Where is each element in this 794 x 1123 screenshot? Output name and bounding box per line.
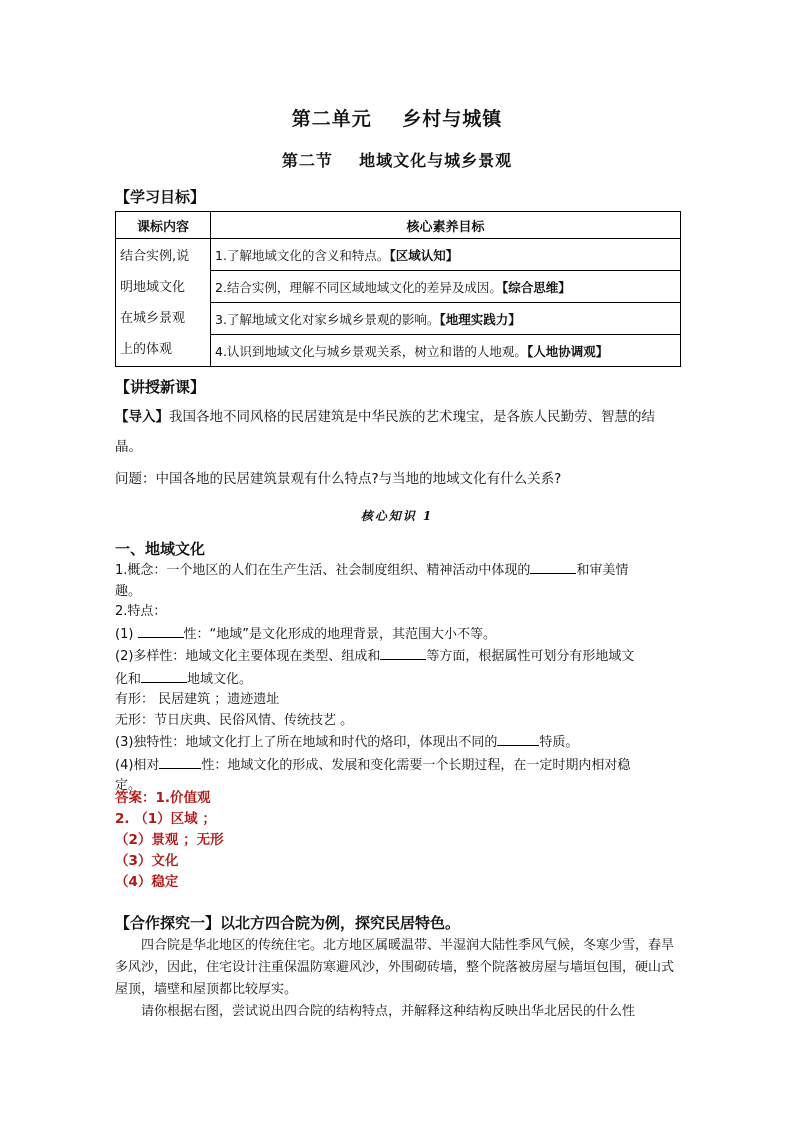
blank-line (530, 559, 576, 574)
objective-text: 1.了解地域文化的含义和特点。 (215, 247, 390, 263)
question-text: 问题：中国各地的民居建筑景观有什么特点?与当地的地域文化有什么关系? (115, 471, 562, 487)
intro-tag: 【导入】 (115, 409, 169, 425)
objectives-table-header-row (116, 212, 681, 239)
coop-inquiry-title: 【合作探究一】以北方四合院为例，探究民居特色。 (115, 914, 461, 932)
objective-tag: 【地理实践力】 (439, 311, 521, 327)
feature-text: 化和 (115, 671, 142, 687)
objective-text: 2.结合实例，理解不同区域地域文化的差异及成因。 (215, 279, 502, 295)
standard-line: 上的体观 (120, 342, 173, 357)
objective-tag: 【人地协调观】 (526, 343, 609, 359)
lecture-header: 【讲授新课】 (115, 378, 206, 396)
answer-line: 2. （1）区域 ； (115, 811, 216, 827)
feature-text: (3)独特性：地域文化打上了所在地域和时代的烙印，体现出不同的 (115, 735, 498, 750)
blank-line (380, 645, 426, 660)
feature-text: (1) (115, 626, 138, 642)
section-title: 第二节 地域文化与城乡景观 (281, 151, 513, 170)
feature-text: (2)多样性：地域文化主要体现在类型、组成和 (115, 649, 381, 664)
feature-text: 等方面，根据属性可划分有形地域文 (426, 649, 635, 664)
intro-paragraph (115, 402, 681, 462)
unit-title: 第二单元 乡村与城镇 (291, 108, 503, 130)
standard-line: 明地域文化 (120, 280, 186, 295)
section-heading: 一、地域文化 (115, 540, 206, 558)
feature-text: 地域文化。 (187, 671, 253, 687)
concept-text: 趣。 (115, 583, 142, 599)
tangible-examples: 有形： 民居建筑 ；遗迹遗址 (115, 692, 280, 707)
feature-text: (4)相对 (115, 757, 160, 773)
standard-line: 结合实例,说 (120, 249, 190, 264)
feature-text: 定。 (115, 778, 142, 793)
intro-line-1: 我国各地不同风格的民居建筑是中华民族的艺术瑰宝，是各族人民勤劳、智慧的结 (169, 409, 655, 425)
answers-block (115, 788, 224, 893)
objective-cell (211, 335, 681, 367)
objective-cell (211, 303, 681, 335)
objectives-header: 【学习目标】 (115, 188, 206, 206)
standard-line: 在城乡景观 (120, 311, 186, 326)
feature-text: 性：地域文化的形成、发展和变化需要一个长期过程，在一定时期内相对稳 (201, 757, 631, 773)
objectives-table (115, 211, 681, 367)
objective-cell (211, 271, 681, 303)
answer-line: （3）文化 (115, 853, 179, 869)
objective-tag: 【区域认知】 (389, 247, 459, 263)
answer-line: （4）稳定 (115, 874, 179, 890)
blank-line (138, 623, 184, 638)
section1-body (115, 559, 681, 797)
core-knowledge-label: 核心知识 1 (360, 509, 434, 523)
table-row (116, 239, 681, 271)
feature-text: 特质。 (539, 735, 579, 750)
intro-line-2: 晶。 (115, 439, 142, 455)
objective-cell (211, 239, 681, 271)
objective-text: 3.了解地域文化对家乡城乡景观的影响。 (215, 311, 440, 327)
answer-line: （2）景观 ；无形 (115, 832, 224, 848)
blank-line (141, 668, 187, 683)
standard-content-cell (116, 239, 211, 367)
col-standard-content: 课标内容 (116, 212, 211, 239)
concept-text: 1.概念：一个地区的人们在生产生活、社会制度组织、精神活动中体现的 (115, 563, 531, 578)
blank-line (159, 754, 201, 769)
blank-line (497, 731, 539, 746)
answer-line: 答案：1.价值观 (115, 790, 211, 806)
coop-paragraph-1: 四合院是华北地区的传统住宅。北方地区属暖温带、半湿润大陆性季风气候，冬寒少雪，春旱多风沙，因此，住宅设计注重保温防寒避风沙，外围砌砖墙，整个院落被房屋与墙垣包围，硬山式屋顶，墙壁和屋顶都比较厚实。 (115, 938, 675, 997)
concept-text: 和审美情 (576, 563, 629, 578)
feature-text: 性：“地域”是文化形成的地理背景，其范围大小不等。 (183, 626, 497, 642)
objective-tag: 【综合思维】 (501, 279, 571, 295)
features-heading: 2.特点： (115, 604, 167, 619)
col-core-literacy: 核心素养目标 (211, 212, 681, 239)
coop-paragraph-2: 请你根据右图，尝试说出四合院的结构特点，并解释这种结构反映出华北居民的什么性 (141, 1004, 636, 1019)
intangible-examples: 无形：节日庆典、民俗风情、传统技艺 。 (115, 712, 354, 728)
objective-text: 4.认识到地域文化与城乡景观关系，树立和谐的人地观。 (215, 343, 527, 359)
